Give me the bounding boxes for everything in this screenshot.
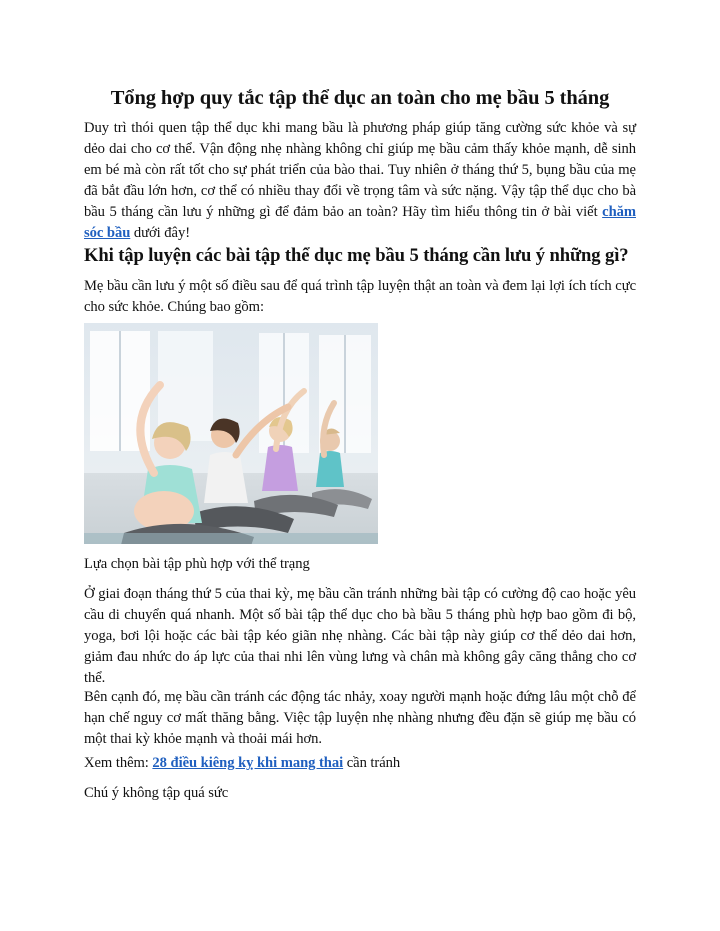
see-more-suffix: cần tránh: [343, 755, 401, 771]
body-paragraph-1: Ở giai đoạn tháng thứ 5 của thai kỳ, mẹ bầu cần tránh những bài tập có cường độ cao hoặc yêu cầu di chuyển quá nhanh. Một số bài tập thể dục cho bà bầu 5 tháng phù hợp bao gồm đi bộ, yoga, bơi lội hoặc các bài tập kéo giãn nhẹ nhàng. Các bài tập này giúp cơ thể dẻo dai hơn, giảm đau nhức do áp lực của thai nhi lên vùng lưng và chân mà không gây căng thẳng cho cơ thể.: [84, 586, 636, 686]
intro-text-end: dưới đây!: [130, 225, 191, 241]
see-more-line: [84, 753, 636, 774]
section-heading: Khi tập luyện các bài tập thể dục mẹ bầu 5 tháng cần lưu ý những gì?: [84, 245, 629, 266]
intro-text: Duy trì thói quen tập thể dục khi mang bầu là phương pháp giúp tăng cường sức khỏe và sự dẻo dai cho cơ thể. Vận động nhẹ nhàng không chỉ giúp mẹ bầu cảm thấy khỏe mạnh, dễ sinh em bé mà còn rất tốt cho sự phát triển của bào thai. Tuy nhiên ở tháng thứ 5, bụng bầu của mẹ đã bắt đầu lớn hơn, cơ thể có nhiều thay đổi về trọng tâm và sức nặng. Vậy tập thể dục cho bà bầu 5 tháng cần lưu ý những gì để đảm bảo an toàn? Hãy tìm hiểu thông tin ở bài viết: [84, 120, 636, 220]
section-intro: Mẹ bầu cần lưu ý một số điều sau để quá trình tập luyện thật an toàn và đem lại lợi ích tích cực cho sức khỏe. Chúng bao gồm:: [84, 278, 636, 315]
care-link[interactable]: chăm sóc bầu: [84, 204, 636, 241]
see-more-prefix: Xem thêm:: [84, 755, 153, 771]
subheading: Chú ý không tập quá sức: [84, 785, 229, 801]
image-caption: Lựa chọn bài tập phù hợp với thể trạng: [84, 556, 310, 572]
body-paragraph-2: Bên cạnh đó, mẹ bầu cần tránh các động tác nhảy, xoay người mạnh hoặc đứng lâu một chỗ để hạn chế nguy cơ mất thăng bằng. Việc tập luyện nhẹ nhàng nhưng đều đặn sẽ giúp mẹ bầu có một thai kỳ khỏe mạnh và thoải mái hơn.: [84, 689, 636, 747]
page-title: Tổng hợp quy tắc tập thể dục an toàn cho mẹ bầu 5 tháng: [110, 87, 610, 109]
yoga-photo: [84, 323, 378, 544]
pregnancy-taboos-link[interactable]: 28 điều kiêng kỵ khi mang thai: [152, 755, 344, 771]
intro-paragraph: [84, 118, 636, 244]
